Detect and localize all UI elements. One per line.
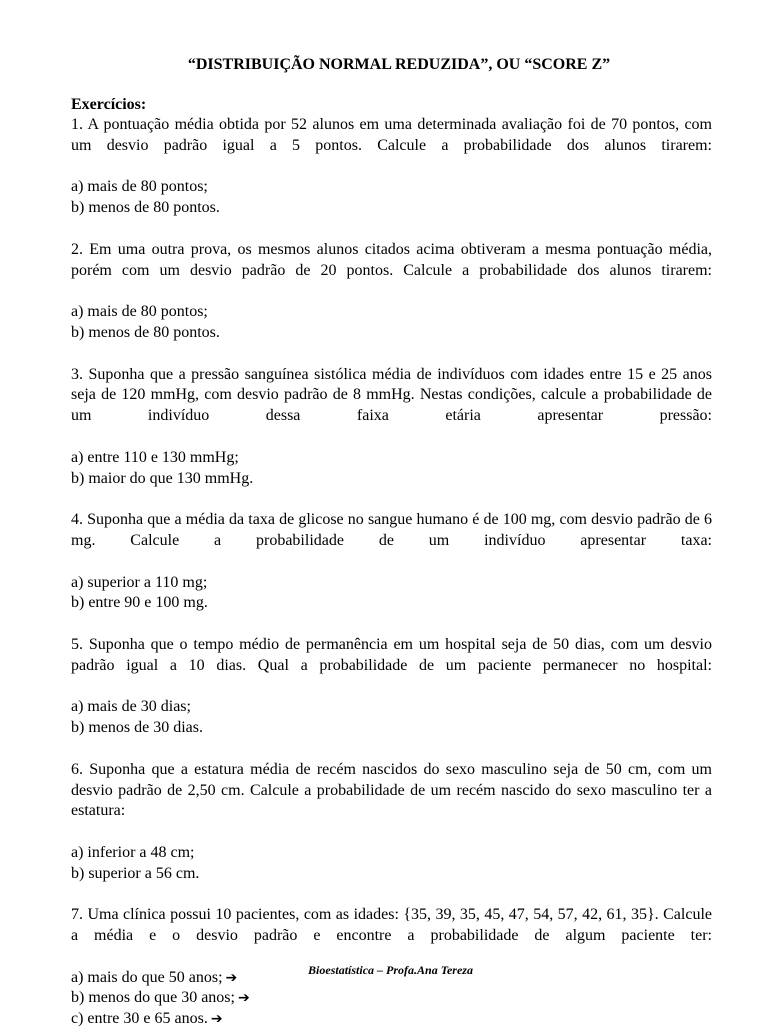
option-text: a) mais do que 50 anos; — [71, 968, 223, 986]
question-stem: 5. Suponha que o tempo médio de permanência em um hospital seja de 50 dias, com um desvio padrão igual a 10 dias. Qual a probabilidade de um paciente permanecer no hospital: — [71, 635, 712, 674]
option-text: c) entre 30 e 65 anos. — [71, 1010, 208, 1028]
option-text: b) menos do que 30 anos; — [71, 989, 235, 1007]
option-a: a) inferior a 48 cm; — [71, 843, 195, 861]
option-b: b) menos de 80 pontos. — [71, 323, 220, 341]
question-2 — [71, 240, 712, 344]
question-stem: 1. A pontuação média obtida por 52 alunos em uma determinada avaliação foi de 70 pontos, com um desvio padrão igual a 5 pontos. Calcule a probabilidade dos alunos tirarem: — [71, 116, 712, 154]
question-6 — [71, 760, 712, 885]
question-stem: 3. Suponha que a pressão sanguínea sistólica média de indivíduos com idades entre 15 e 25 anos seja de 120 mmHg, com desvio padrão de 8 mmHg. Nestas condições, calcule a probabilidade de um indivíduo dessa faixa etária apresentar pressão: — [71, 365, 712, 425]
option-a: a) entre 110 e 130 mmHg; — [71, 448, 239, 466]
option-b: b) superior a 56 cm. — [71, 864, 200, 882]
option-b: b) menos de 30 dias. — [71, 719, 203, 737]
question-3 — [71, 365, 712, 490]
option-b: b) menos de 80 pontos. — [71, 199, 220, 217]
question-5 — [71, 635, 712, 739]
question-stem: 4. Suponha que a média da taxa de glicose no sangue humano é de 100 mg, com desvio padrão de 6 mg. Calcule a probabilidade de um indivíduo apresentar taxa: — [71, 511, 712, 549]
option-a: a) superior a 110 mg; — [71, 573, 208, 591]
option-a: a) mais de 30 dias; — [71, 698, 191, 716]
arrow-right-icon: ➔ — [225, 969, 238, 986]
document-title: “DISTRIBUIÇÃO NORMAL REDUZIDA”, OU “SCORE Z” — [187, 56, 611, 73]
page-footer: Bioestatística – Profa.Ana Tereza — [308, 963, 473, 977]
arrow-right-icon: ➔ — [210, 1011, 223, 1028]
option-b: b) maior do que 130 mmHg. — [71, 469, 254, 487]
option-b — [71, 988, 712, 1009]
option-a: a) mais de 80 pontos; — [71, 178, 208, 196]
question-stem: 2. Em uma outra prova, os mesmos alunos citados acima obtiveram a mesma pontuação média, porém com um desvio padrão de 20 pontos. Calcule a probabilidade dos alunos tirarem: — [71, 240, 712, 279]
option-c — [71, 1009, 712, 1030]
question-stem: 7. Uma clínica possui 10 pacientes, com as idades: {35, 39, 35, 45, 47, 54, 57, 42, 61, 35}. Calcule a média e o desvio padrão e encontre a probabilidade de algum paciente ter: — [71, 906, 712, 945]
question-1 — [71, 115, 712, 219]
question-stem: 6. Suponha que a estatura média de recém nascidos do sexo masculino seja de 50 cm, com um desvio padrão de 2,50 cm. Calcule a probabilidade de um recém nascido do sexo masculino ter a estatura: — [71, 760, 712, 820]
question-4 — [71, 510, 712, 614]
option-a: a) mais de 80 pontos; — [71, 303, 208, 321]
exercises-heading: Exercícios: — [71, 96, 147, 113]
option-b: b) entre 90 e 100 mg. — [71, 594, 208, 612]
arrow-right-icon: ➔ — [237, 990, 250, 1007]
